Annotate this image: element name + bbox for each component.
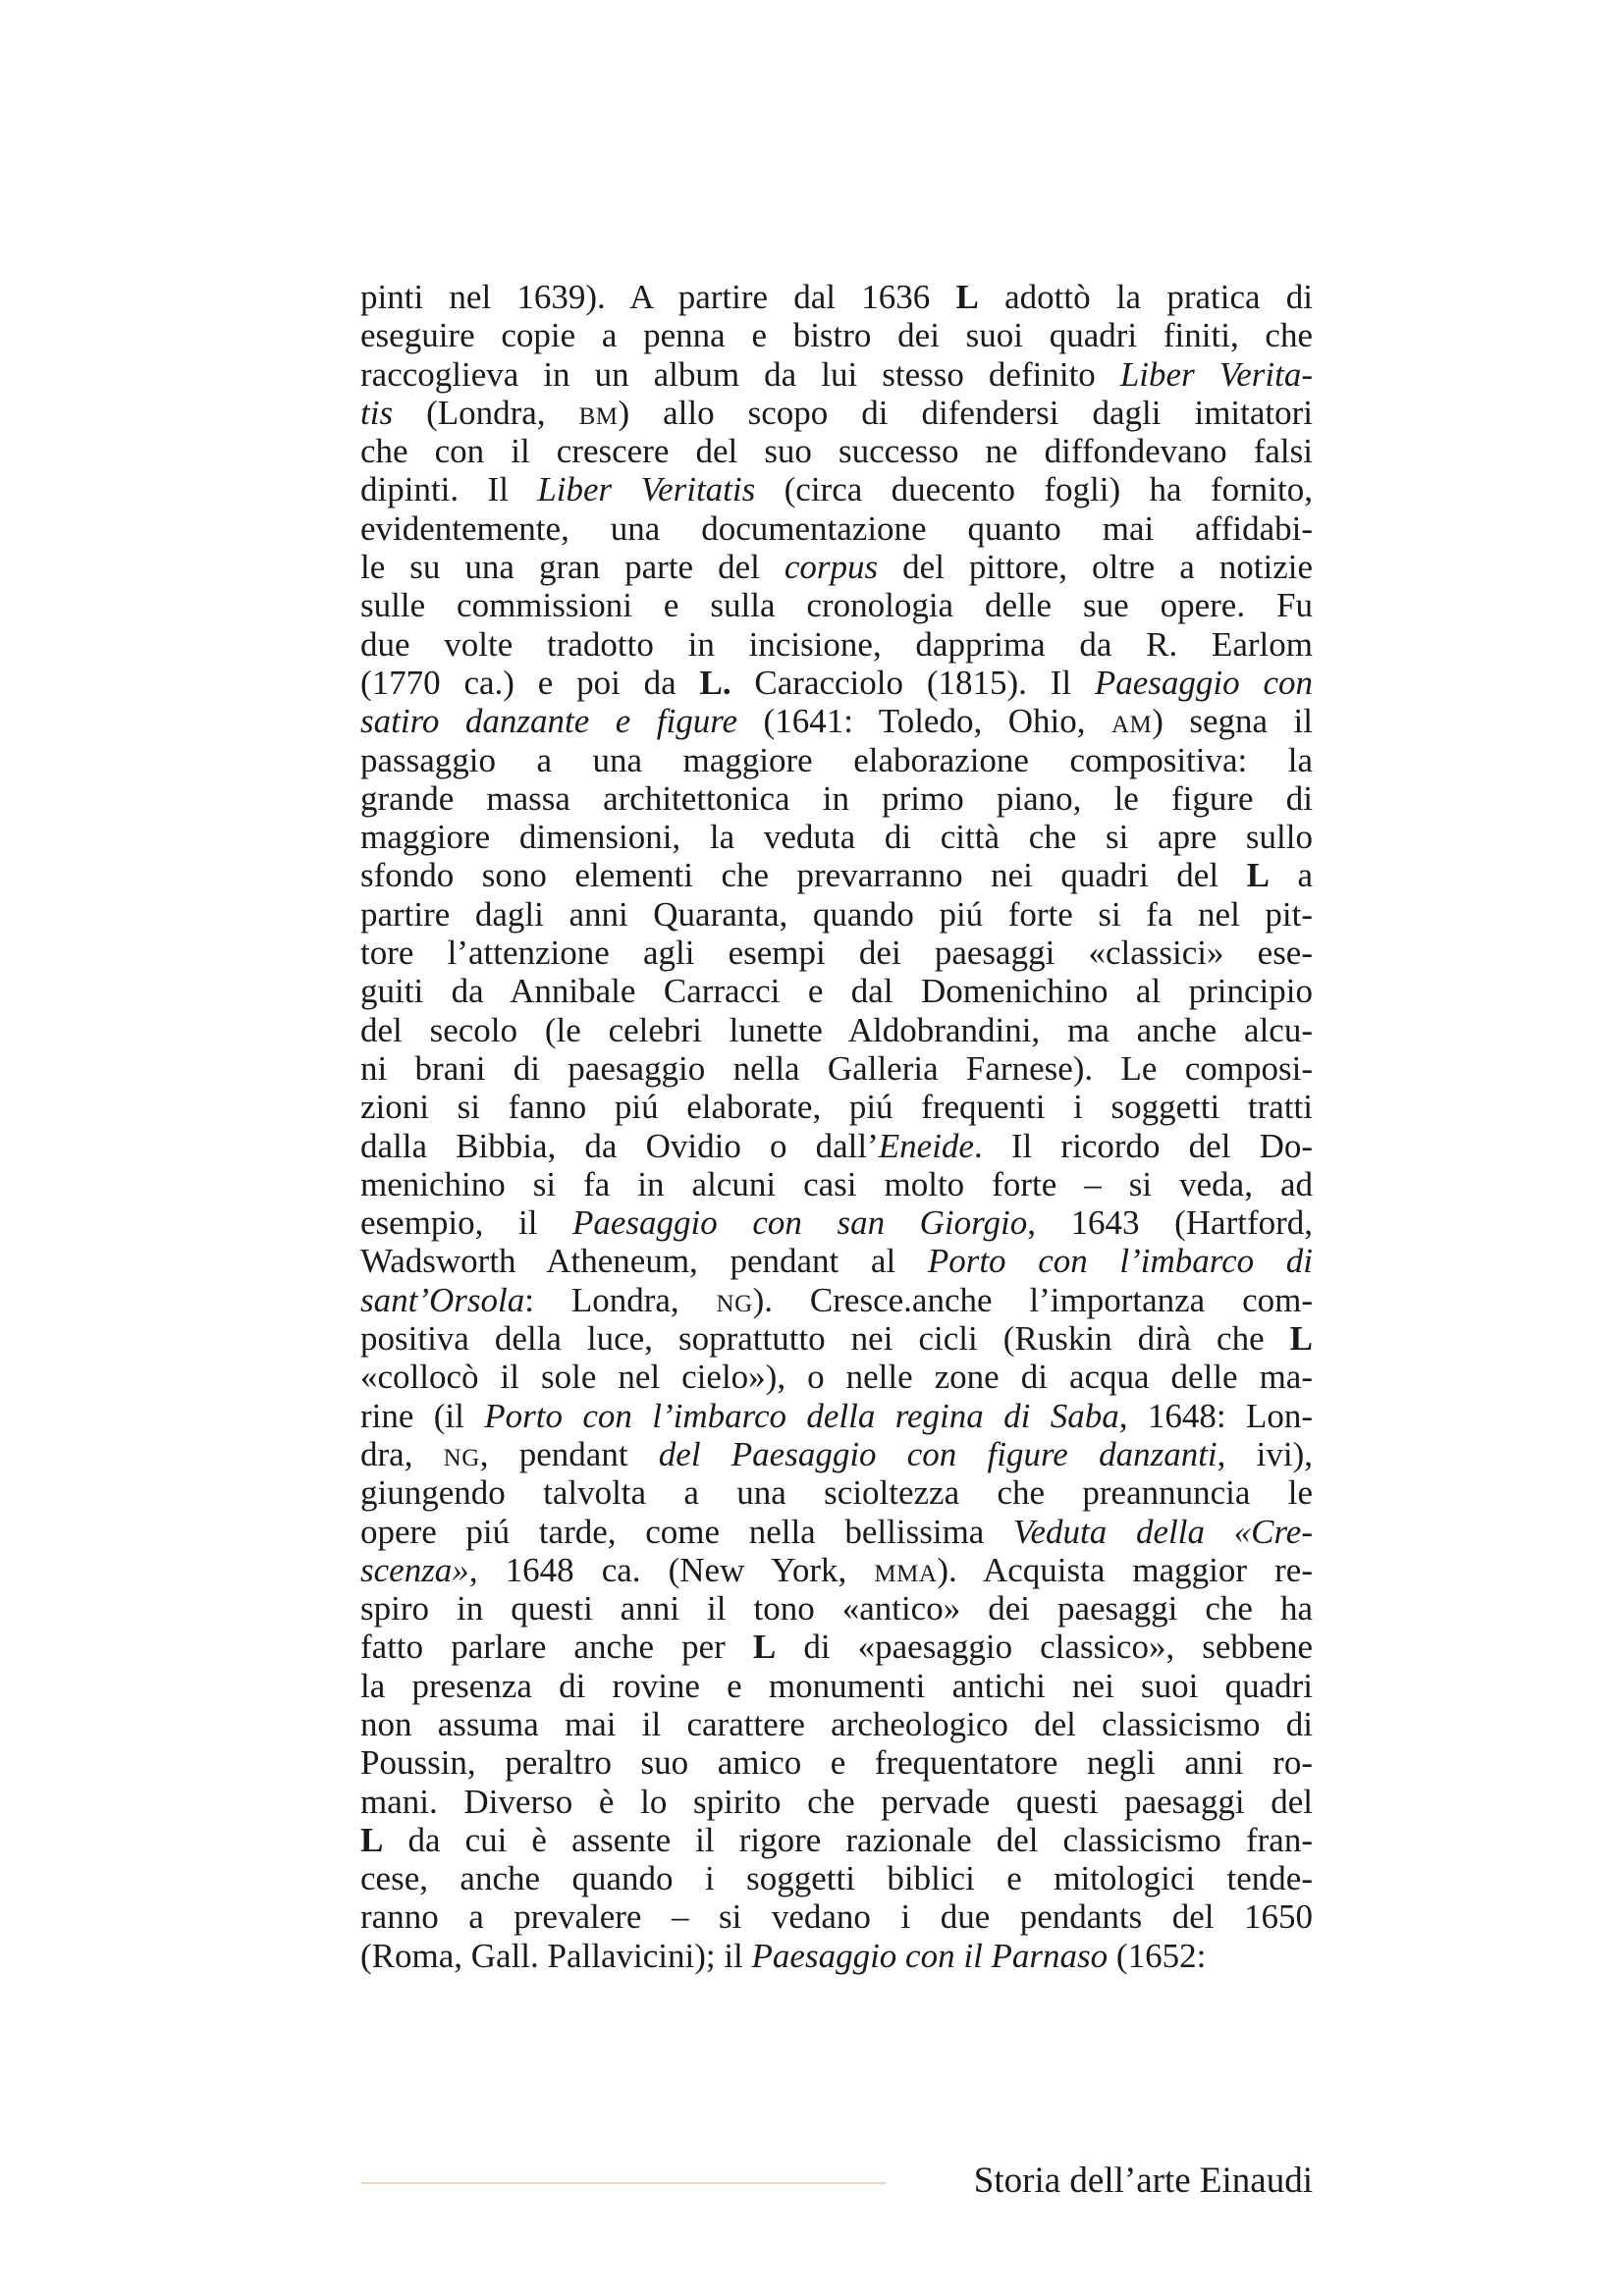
text-line — [360, 934, 1313, 972]
text-run: ) segna il — [1152, 702, 1313, 741]
text-run: zioni si fanno piú elaborate, piú frequenti i soggetti tratti — [360, 1088, 1313, 1127]
bold-run: L — [1289, 1319, 1313, 1359]
text-run: spiro in questi anni il tono «antico» dei paesaggi che ha — [360, 1589, 1313, 1629]
text-run: ranno a prevalere – si vedano i due pendants del 1650 — [360, 1897, 1313, 1937]
text-run: due volte tradotto in incisione, dapprima da R. Earlom — [360, 624, 1313, 664]
italic-run: Paesaggio con il Parnaso — [751, 1936, 1109, 1975]
text-line — [360, 625, 1313, 664]
text-run: maggiore dimensioni, la veduta di città che si apre sullo — [360, 818, 1313, 857]
text-run: ). Acquista maggior re- — [937, 1550, 1313, 1589]
text-line — [360, 1473, 1313, 1512]
smallcaps-run: ng — [716, 1280, 753, 1319]
italic-run: scenza» — [360, 1550, 469, 1589]
text-line — [360, 509, 1313, 548]
italic-run: Eneide — [878, 1126, 974, 1165]
italic-run: del Paesaggio con figure danzanti — [658, 1434, 1217, 1473]
text-run: dra, — [360, 1434, 444, 1473]
bold-run: L — [360, 1820, 384, 1859]
smallcaps-run: bm — [578, 393, 619, 432]
text-run: la presenza di rovine e monumenti antichi nei suoi quadri — [360, 1666, 1313, 1705]
text-line — [360, 1358, 1313, 1396]
text-line — [360, 1821, 1313, 1859]
text-run: sfondo sono elementi che prevarranno nei quadri del — [360, 856, 1247, 895]
footer-title: Storia dell’arte Einaudi — [973, 2161, 1313, 2201]
text-run: ni brani di paesaggio nella Galleria Farnese). Le composi- — [360, 1048, 1313, 1088]
text-line — [360, 1859, 1313, 1897]
text-run: dalla Bibbia, da Ovidio o dall’ — [360, 1126, 879, 1165]
italic-run: Paesaggio con san Giorgio — [572, 1203, 1028, 1243]
text-line — [360, 432, 1313, 470]
text-line — [360, 1319, 1313, 1358]
text-run: . Il ricordo del Do- — [973, 1126, 1314, 1165]
bold-run: L — [752, 1628, 777, 1667]
text-run: (1770 ca.) e poi da — [360, 663, 700, 702]
italic-run: Liber Veritatis — [537, 470, 756, 509]
text-run: Wadsworth Atheneum, pendant al — [360, 1242, 928, 1281]
text-line — [360, 1937, 1313, 1975]
text-run: pinti nel 1639). A partire dal 1636 — [360, 278, 956, 316]
text-run: guiti da Annibale Carracci e dal Domenichino al principio — [360, 972, 1313, 1011]
text-line — [360, 1242, 1313, 1280]
text-line — [360, 1589, 1313, 1628]
footer-rule — [360, 2182, 886, 2184]
text-line — [360, 355, 1313, 394]
text-run: Caracciolo (1815). Il — [730, 663, 1095, 702]
text-run: mani. Diverso è lo spirito che pervade questi paesaggi del — [360, 1782, 1313, 1821]
text-run: (Roma, Gall. Pallavicini); il — [360, 1936, 752, 1975]
smallcaps-run: am — [1110, 702, 1153, 741]
page-footer — [360, 2162, 1313, 2201]
text-run: di «paesaggio classico», sebbene — [776, 1628, 1313, 1667]
text-line — [360, 1628, 1313, 1666]
text-run: partire dagli anni Quaranta, quando piú forte si fa nel pit- — [360, 894, 1313, 934]
text-line — [360, 1513, 1313, 1551]
text-run: passaggio a una maggiore elaborazione compositiva: la — [360, 740, 1313, 779]
text-line — [360, 1897, 1313, 1936]
text-run: , ivi), — [1217, 1434, 1313, 1473]
text-run: ). Cresce.anche l’importanza com- — [752, 1280, 1313, 1319]
text-run: menichino si fa in alcuni casi molto forte – si veda, ad — [360, 1164, 1313, 1203]
text-run: «collocò il sole nel cielo»), o nelle zone di acqua delle ma- — [360, 1358, 1313, 1397]
text-line — [360, 470, 1313, 508]
text-run: : Londra, — [524, 1280, 717, 1319]
italic-run: satiro danzante e figure — [360, 702, 738, 741]
text-run: del secolo (le celebri lunette Aldobrandini, ma anche alcu- — [360, 1010, 1313, 1049]
text-run: opere piú tarde, come nella bellissima — [360, 1512, 1014, 1551]
text-line — [360, 1203, 1313, 1242]
text-line — [360, 856, 1313, 894]
text-run: che con il crescere del suo successo ne diffondevano falsi — [360, 432, 1313, 471]
text-line — [360, 278, 1313, 316]
text-run: (1641: Toledo, Ohio, — [737, 702, 1111, 741]
text-line — [360, 1165, 1313, 1203]
text-run: eseguire copie a penna e bistro dei suoi quadri finiti, che — [360, 316, 1313, 355]
text-line — [360, 1743, 1313, 1782]
text-line — [360, 1011, 1313, 1049]
bold-run: L — [955, 278, 979, 316]
text-line — [360, 741, 1313, 779]
text-line — [360, 664, 1313, 702]
italic-run: Liber Verita- — [1119, 354, 1313, 394]
text-run: del pittore, oltre a notizie — [878, 548, 1313, 587]
text-line — [360, 1397, 1313, 1435]
text-run: cese, anche quando i soggetti biblici e mitologici tende- — [360, 1859, 1313, 1898]
text-run: adottò la pratica di — [978, 278, 1313, 316]
text-line — [360, 548, 1313, 586]
text-line — [360, 818, 1313, 856]
text-line — [360, 1088, 1313, 1126]
body-text — [360, 278, 1313, 1975]
text-line — [360, 1551, 1313, 1589]
text-run: esempio, il — [360, 1203, 572, 1243]
italic-run: Veduta della «Cre- — [1013, 1512, 1313, 1551]
text-run: sulle commissioni e sulla cronologia delle sue opere. Fu — [360, 586, 1313, 625]
text-run: Poussin, peraltro suo amico e frequentatore negli anni ro- — [360, 1743, 1313, 1783]
text-run: (Londra, — [393, 393, 579, 432]
smallcaps-run: ng — [443, 1434, 480, 1473]
text-line — [360, 1783, 1313, 1821]
text-run: le su una gran parte del — [360, 548, 784, 587]
text-line — [360, 1705, 1313, 1743]
text-run: fatto parlare anche per — [360, 1628, 753, 1667]
text-run: rine (il — [360, 1396, 485, 1435]
text-line — [360, 394, 1313, 432]
text-line — [360, 586, 1313, 624]
text-run: (1652: — [1108, 1936, 1207, 1975]
text-line — [360, 779, 1313, 818]
italic-run: Porto con l’imbarco di — [927, 1242, 1314, 1281]
text-run: raccoglieva in un album da lui stesso definito — [360, 354, 1120, 394]
text-run: , pendant — [479, 1434, 659, 1473]
text-run: dipinti. Il — [360, 470, 538, 509]
text-run: non assuma mai il carattere archeologico del classicismo di — [360, 1704, 1313, 1743]
text-run: , 1648: Lon- — [1118, 1396, 1313, 1435]
text-line — [360, 316, 1313, 354]
text-line — [360, 972, 1313, 1010]
text-line — [360, 1667, 1313, 1705]
italic-run: Paesaggio con — [1094, 663, 1313, 702]
text-line — [360, 1049, 1313, 1088]
text-run: ) allo scopo di difendersi dagli imitatori — [618, 393, 1314, 432]
smallcaps-run: mma — [874, 1550, 938, 1589]
text-line — [360, 895, 1313, 934]
italic-run: corpus — [784, 548, 879, 587]
text-line — [360, 1127, 1313, 1165]
text-run: (circa duecento fogli) ha fornito, — [755, 470, 1313, 509]
text-run: da cui è assente il rigore razionale del classicismo fran- — [383, 1820, 1313, 1859]
text-run: grande massa architettonica in primo piano, le figure di — [360, 778, 1313, 818]
text-run: tore l’attenzione agli esempi dei paesaggi «classici» ese- — [360, 934, 1313, 973]
text-run: giungendo talvolta a una scioltezza che preannuncia le — [360, 1473, 1313, 1513]
bold-run: L. — [699, 663, 731, 702]
text-run: , 1643 (Hartford, — [1027, 1203, 1314, 1243]
text-run: , 1648 ca. (New York, — [468, 1550, 875, 1589]
italic-run: sant’Orsola — [360, 1280, 525, 1319]
text-line — [360, 702, 1313, 740]
italic-run: tis — [360, 393, 394, 432]
text-line — [360, 1435, 1313, 1473]
bold-run: L — [1246, 856, 1270, 895]
text-run: evidentemente, una documentazione quanto mai affidabi- — [360, 508, 1313, 548]
text-line — [360, 1281, 1313, 1319]
text-run: positiva della luce, soprattutto nei cicli (Ruskin dirà che — [360, 1319, 1290, 1359]
text-run: a — [1269, 856, 1314, 895]
italic-run: Porto con l’imbarco della regina di Saba — [484, 1396, 1119, 1435]
